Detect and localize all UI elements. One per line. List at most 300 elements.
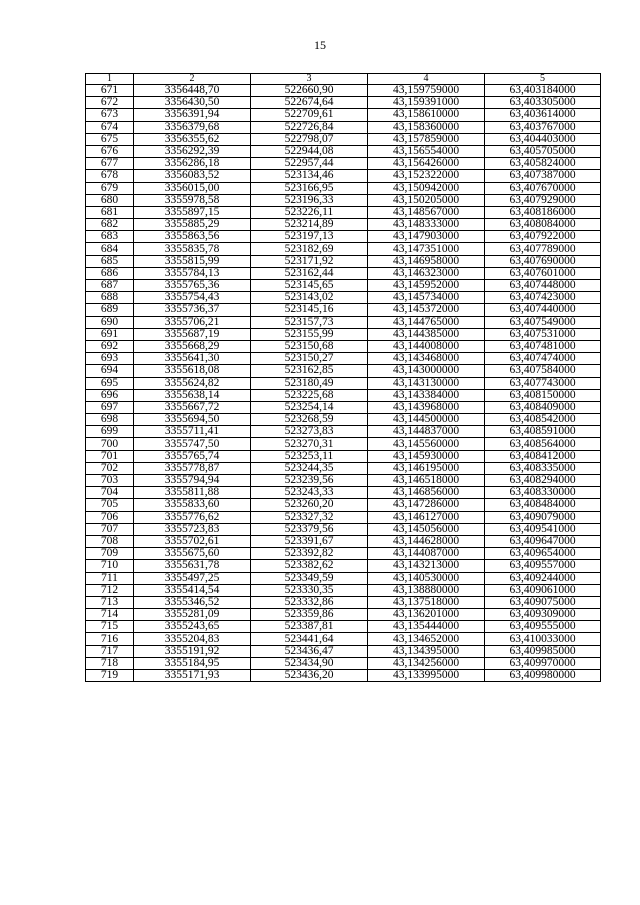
table-cell: 3356430,50 [134, 97, 251, 109]
table-cell: 63,409244000 [485, 572, 601, 584]
table-cell: 523254,14 [251, 401, 368, 413]
column-header: 4 [368, 74, 485, 85]
table-cell: 692 [86, 340, 134, 352]
table-cell: 523379,56 [251, 523, 368, 535]
table-cell: 523150,27 [251, 353, 368, 365]
table-cell: 523244,35 [251, 462, 368, 474]
table-cell: 43,146958000 [368, 255, 485, 267]
table-cell: 522957,44 [251, 158, 368, 170]
table-cell: 43,145372000 [368, 304, 485, 316]
table-cell: 43,146518000 [368, 475, 485, 487]
table-cell: 3355631,78 [134, 560, 251, 572]
table-cell: 523197,13 [251, 231, 368, 243]
table-cell: 43,144837000 [368, 426, 485, 438]
table-cell: 43,135444000 [368, 621, 485, 633]
table-cell: 3355497,25 [134, 572, 251, 584]
table-cell: 709 [86, 548, 134, 560]
table-cell: 63,407481000 [485, 340, 601, 352]
table-cell: 43,145056000 [368, 523, 485, 535]
table-cell: 712 [86, 584, 134, 596]
table-cell: 43,156426000 [368, 158, 485, 170]
table-cell: 43,156554000 [368, 145, 485, 157]
table-cell: 43,144765000 [368, 316, 485, 328]
table-cell: 43,134652000 [368, 633, 485, 645]
table-cell: 43,158360000 [368, 121, 485, 133]
table-cell: 63,407601000 [485, 267, 601, 279]
table-cell: 43,137518000 [368, 596, 485, 608]
table-cell: 3355885,29 [134, 219, 251, 231]
table-cell: 63,408564000 [485, 438, 601, 450]
table-cell: 3355811,88 [134, 487, 251, 499]
table-cell: 63,409079000 [485, 511, 601, 523]
table-cell: 523134,46 [251, 170, 368, 182]
table-cell: 523214,89 [251, 219, 368, 231]
table-cell: 680 [86, 194, 134, 206]
table-cell: 523196,33 [251, 194, 368, 206]
table-row [86, 462, 601, 474]
table-cell: 705 [86, 499, 134, 511]
table-row [86, 487, 601, 499]
table-cell: 3355346,52 [134, 596, 251, 608]
table-row [86, 328, 601, 340]
table-cell: 63,407448000 [485, 280, 601, 292]
table-cell: 43,144385000 [368, 328, 485, 340]
table-cell: 43,147903000 [368, 231, 485, 243]
table-cell: 523359,86 [251, 609, 368, 621]
table-cell: 63,405705000 [485, 145, 601, 157]
table-cell: 522709,61 [251, 109, 368, 121]
table-cell: 522660,90 [251, 85, 368, 97]
table-cell: 63,409970000 [485, 657, 601, 669]
table-cell: 63,408591000 [485, 426, 601, 438]
table-cell: 701 [86, 450, 134, 462]
table-cell: 63,409557000 [485, 560, 601, 572]
table-cell: 685 [86, 255, 134, 267]
table-row [86, 158, 601, 170]
table-cell: 704 [86, 487, 134, 499]
table-cell: 678 [86, 170, 134, 182]
table-cell: 63,403767000 [485, 121, 601, 133]
table-cell: 63,408150000 [485, 389, 601, 401]
table-cell: 43,150205000 [368, 194, 485, 206]
table-cell: 43,143968000 [368, 401, 485, 413]
table-cell: 43,145952000 [368, 280, 485, 292]
table-row [86, 475, 601, 487]
table-cell: 43,146323000 [368, 267, 485, 279]
table-cell: 63,408186000 [485, 206, 601, 218]
table-cell: 523270,31 [251, 438, 368, 450]
table-cell: 523143,02 [251, 292, 368, 304]
table-cell: 523166,95 [251, 182, 368, 194]
table-cell: 3355618,08 [134, 365, 251, 377]
table-cell: 523391,67 [251, 535, 368, 547]
table-cell: 3355638,14 [134, 389, 251, 401]
table-cell: 694 [86, 365, 134, 377]
table-cell: 63,407387000 [485, 170, 601, 182]
table-cell: 673 [86, 109, 134, 121]
table-cell: 3355778,87 [134, 462, 251, 474]
table-row [86, 121, 601, 133]
table-row [86, 304, 601, 316]
page-number: 15 [314, 38, 326, 52]
table-cell: 63,407440000 [485, 304, 601, 316]
table-row [86, 182, 601, 194]
coordinates-table [85, 73, 601, 682]
table-cell: 43,145930000 [368, 450, 485, 462]
table-body [86, 74, 601, 682]
table-cell: 523162,44 [251, 267, 368, 279]
table-cell: 63,407474000 [485, 353, 601, 365]
table-row [86, 401, 601, 413]
table-cell: 523239,56 [251, 475, 368, 487]
table-cell: 695 [86, 377, 134, 389]
table-cell: 43,134256000 [368, 657, 485, 669]
table-cell: 63,409075000 [485, 596, 601, 608]
table-cell: 3355414,54 [134, 584, 251, 596]
table-cell: 63,409985000 [485, 645, 601, 657]
table-header-row [86, 74, 601, 85]
table-row [86, 584, 601, 596]
table-cell: 43,147286000 [368, 499, 485, 511]
table-row [86, 389, 601, 401]
table-cell: 672 [86, 97, 134, 109]
table-cell: 3356015,00 [134, 182, 251, 194]
table-cell: 63,407423000 [485, 292, 601, 304]
table-row [86, 548, 601, 560]
table-row [86, 243, 601, 255]
table-cell: 63,407584000 [485, 365, 601, 377]
table-cell: 523434,90 [251, 657, 368, 669]
table-row [86, 85, 601, 97]
table-cell: 522944,08 [251, 145, 368, 157]
table-cell: 3355736,37 [134, 304, 251, 316]
table-cell: 63,409541000 [485, 523, 601, 535]
column-header: 1 [86, 74, 134, 85]
table-cell: 689 [86, 304, 134, 316]
table-row [86, 316, 601, 328]
table-cell: 3355723,83 [134, 523, 251, 535]
table-cell: 43,138880000 [368, 584, 485, 596]
table-cell: 523150,68 [251, 340, 368, 352]
table-cell: 63,407670000 [485, 182, 601, 194]
table-cell: 63,407922000 [485, 231, 601, 243]
table-cell: 707 [86, 523, 134, 535]
table-cell: 671 [86, 85, 134, 97]
table-cell: 43,136201000 [368, 609, 485, 621]
table-cell: 522798,07 [251, 133, 368, 145]
table-cell: 700 [86, 438, 134, 450]
table-cell: 3355897,15 [134, 206, 251, 218]
table-cell: 63,408330000 [485, 487, 601, 499]
table-row [86, 572, 601, 584]
table-cell: 682 [86, 219, 134, 231]
table-cell: 522726,84 [251, 121, 368, 133]
table-cell: 3355765,36 [134, 280, 251, 292]
table-cell: 687 [86, 280, 134, 292]
table-cell: 3355281,09 [134, 609, 251, 621]
table-cell: 63,407929000 [485, 194, 601, 206]
table-cell: 718 [86, 657, 134, 669]
table-cell: 43,134395000 [368, 645, 485, 657]
table-cell: 523225,68 [251, 389, 368, 401]
table-cell: 523392,82 [251, 548, 368, 560]
table-cell: 3355747,50 [134, 438, 251, 450]
column-header: 5 [485, 74, 601, 85]
table-cell: 523332,86 [251, 596, 368, 608]
table-cell: 674 [86, 121, 134, 133]
table-cell: 523226,11 [251, 206, 368, 218]
table-cell: 3356379,68 [134, 121, 251, 133]
table-cell: 3355171,93 [134, 670, 251, 682]
table-cell: 43,143384000 [368, 389, 485, 401]
table-cell: 43,146127000 [368, 511, 485, 523]
column-header: 2 [134, 74, 251, 85]
table-cell: 523155,99 [251, 328, 368, 340]
table-row [86, 206, 601, 218]
table-cell: 708 [86, 535, 134, 547]
table-row [86, 231, 601, 243]
table-cell: 63,408084000 [485, 219, 601, 231]
table-cell: 43,143213000 [368, 560, 485, 572]
table-cell: 3355794,94 [134, 475, 251, 487]
table-cell: 523387,81 [251, 621, 368, 633]
table-cell: 43,146195000 [368, 462, 485, 474]
table-cell: 690 [86, 316, 134, 328]
table-cell: 3355706,21 [134, 316, 251, 328]
table-cell: 702 [86, 462, 134, 474]
table-cell: 43,145734000 [368, 292, 485, 304]
table-cell: 714 [86, 609, 134, 621]
table-cell: 523349,59 [251, 572, 368, 584]
table-cell: 3355624,82 [134, 377, 251, 389]
table-cell: 677 [86, 158, 134, 170]
table-cell: 63,403305000 [485, 97, 601, 109]
table-cell: 523253,11 [251, 450, 368, 462]
table-row [86, 438, 601, 450]
table-row [86, 523, 601, 535]
table-cell: 43,145560000 [368, 438, 485, 450]
table-cell: 523436,20 [251, 670, 368, 682]
table-cell: 63,409061000 [485, 584, 601, 596]
table-cell: 675 [86, 133, 134, 145]
table-cell: 43,159391000 [368, 97, 485, 109]
table-row [86, 353, 601, 365]
table-row [86, 97, 601, 109]
table-cell: 43,152322000 [368, 170, 485, 182]
table-row [86, 670, 601, 682]
table-cell: 713 [86, 596, 134, 608]
table-cell: 686 [86, 267, 134, 279]
table-cell: 3355667,72 [134, 401, 251, 413]
table-cell: 63,403614000 [485, 109, 601, 121]
table-row [86, 657, 601, 669]
table-cell: 3355765,74 [134, 450, 251, 462]
table-cell: 3355687,19 [134, 328, 251, 340]
table-cell: 697 [86, 401, 134, 413]
table-cell: 703 [86, 475, 134, 487]
table-row [86, 340, 601, 352]
table-cell: 63,408409000 [485, 401, 601, 413]
table-cell: 63,408412000 [485, 450, 601, 462]
table-cell: 699 [86, 426, 134, 438]
table-cell: 43,148333000 [368, 219, 485, 231]
table-cell: 63,408294000 [485, 475, 601, 487]
table-cell: 717 [86, 645, 134, 657]
table-row [86, 535, 601, 547]
table-cell: 683 [86, 231, 134, 243]
table-cell: 63,409555000 [485, 621, 601, 633]
table-cell: 523330,35 [251, 584, 368, 596]
table-cell: 693 [86, 353, 134, 365]
table-cell: 3355833,60 [134, 499, 251, 511]
table-cell: 691 [86, 328, 134, 340]
table-cell: 523441,64 [251, 633, 368, 645]
table-row [86, 426, 601, 438]
table-cell: 522674,64 [251, 97, 368, 109]
table-row [86, 109, 601, 121]
table-row [86, 170, 601, 182]
table-cell: 523145,16 [251, 304, 368, 316]
table-row [86, 255, 601, 267]
table-cell: 523436,47 [251, 645, 368, 657]
table-cell: 3355694,50 [134, 414, 251, 426]
table-row [86, 560, 601, 572]
table-cell: 523182,69 [251, 243, 368, 255]
table-cell: 688 [86, 292, 134, 304]
table-row [86, 633, 601, 645]
table-cell: 3355784,13 [134, 267, 251, 279]
table-row [86, 145, 601, 157]
table-row [86, 450, 601, 462]
table-cell: 523382,62 [251, 560, 368, 572]
table-cell: 63,408542000 [485, 414, 601, 426]
table-cell: 3356286,18 [134, 158, 251, 170]
table-row [86, 292, 601, 304]
table-cell: 43,143130000 [368, 377, 485, 389]
table-row [86, 645, 601, 657]
table-cell: 523157,73 [251, 316, 368, 328]
table-cell: 3356292,39 [134, 145, 251, 157]
table-cell: 3355978,58 [134, 194, 251, 206]
table-cell: 3356083,52 [134, 170, 251, 182]
table-cell: 681 [86, 206, 134, 218]
table-cell: 3355641,30 [134, 353, 251, 365]
table-cell: 43,140530000 [368, 572, 485, 584]
table-cell: 698 [86, 414, 134, 426]
table-row [86, 499, 601, 511]
table-cell: 706 [86, 511, 134, 523]
table-cell: 43,146856000 [368, 487, 485, 499]
table-cell: 43,144008000 [368, 340, 485, 352]
table-cell: 3355835,78 [134, 243, 251, 255]
table-cell: 43,147351000 [368, 243, 485, 255]
table-row [86, 219, 601, 231]
table-cell: 63,410033000 [485, 633, 601, 645]
table-row [86, 194, 601, 206]
table-cell: 684 [86, 243, 134, 255]
table-cell: 523327,32 [251, 511, 368, 523]
table-cell: 3355711,41 [134, 426, 251, 438]
table-cell: 3355243,65 [134, 621, 251, 633]
table-cell: 715 [86, 621, 134, 633]
table-cell: 3355702,61 [134, 535, 251, 547]
table-cell: 523171,92 [251, 255, 368, 267]
table-row [86, 511, 601, 523]
table-cell: 43,148567000 [368, 206, 485, 218]
table-cell: 43,133995000 [368, 670, 485, 682]
table-cell: 63,408484000 [485, 499, 601, 511]
table-cell: 63,407549000 [485, 316, 601, 328]
table-cell: 63,409654000 [485, 548, 601, 560]
table-cell: 523273,83 [251, 426, 368, 438]
table-cell: 43,144628000 [368, 535, 485, 547]
table-cell: 63,409309000 [485, 609, 601, 621]
table-cell: 63,408335000 [485, 462, 601, 474]
table-cell: 43,157859000 [368, 133, 485, 145]
table-cell: 523162,85 [251, 365, 368, 377]
table-row [86, 414, 601, 426]
table-cell: 3355675,60 [134, 548, 251, 560]
column-header: 3 [251, 74, 368, 85]
table-row [86, 596, 601, 608]
table-row [86, 621, 601, 633]
table-cell: 63,409980000 [485, 670, 601, 682]
table-cell: 43,144087000 [368, 548, 485, 560]
table-cell: 43,159759000 [368, 85, 485, 97]
table-cell: 719 [86, 670, 134, 682]
table-cell: 63,407531000 [485, 328, 601, 340]
table-cell: 63,405824000 [485, 158, 601, 170]
table-cell: 3355184,95 [134, 657, 251, 669]
table-row [86, 280, 601, 292]
table-cell: 523268,59 [251, 414, 368, 426]
table-row [86, 377, 601, 389]
table-cell: 43,150942000 [368, 182, 485, 194]
table-cell: 3355815,99 [134, 255, 251, 267]
table-cell: 716 [86, 633, 134, 645]
table-cell: 3355754,43 [134, 292, 251, 304]
table-cell: 3356355,62 [134, 133, 251, 145]
table-cell: 523243,33 [251, 487, 368, 499]
table-cell: 696 [86, 389, 134, 401]
table-row [86, 267, 601, 279]
table-cell: 3355863,56 [134, 231, 251, 243]
table-cell: 43,143468000 [368, 353, 485, 365]
table-cell: 3356448,70 [134, 85, 251, 97]
table-cell: 3355204,83 [134, 633, 251, 645]
table-cell: 3355668,29 [134, 340, 251, 352]
table-cell: 43,158610000 [368, 109, 485, 121]
table-cell: 3356391,94 [134, 109, 251, 121]
table-cell: 710 [86, 560, 134, 572]
table-cell: 711 [86, 572, 134, 584]
table-cell: 3355191,92 [134, 645, 251, 657]
table-cell: 63,404403000 [485, 133, 601, 145]
table-cell: 523145,65 [251, 280, 368, 292]
table-row [86, 609, 601, 621]
table-row [86, 365, 601, 377]
table-cell: 63,409647000 [485, 535, 601, 547]
table-cell: 676 [86, 145, 134, 157]
table-cell: 63,407743000 [485, 377, 601, 389]
table-cell: 523260,20 [251, 499, 368, 511]
table-cell: 63,407690000 [485, 255, 601, 267]
table-cell: 523180,49 [251, 377, 368, 389]
table-cell: 679 [86, 182, 134, 194]
table-cell: 3355776,62 [134, 511, 251, 523]
table-cell: 43,144500000 [368, 414, 485, 426]
table-cell: 43,143000000 [368, 365, 485, 377]
